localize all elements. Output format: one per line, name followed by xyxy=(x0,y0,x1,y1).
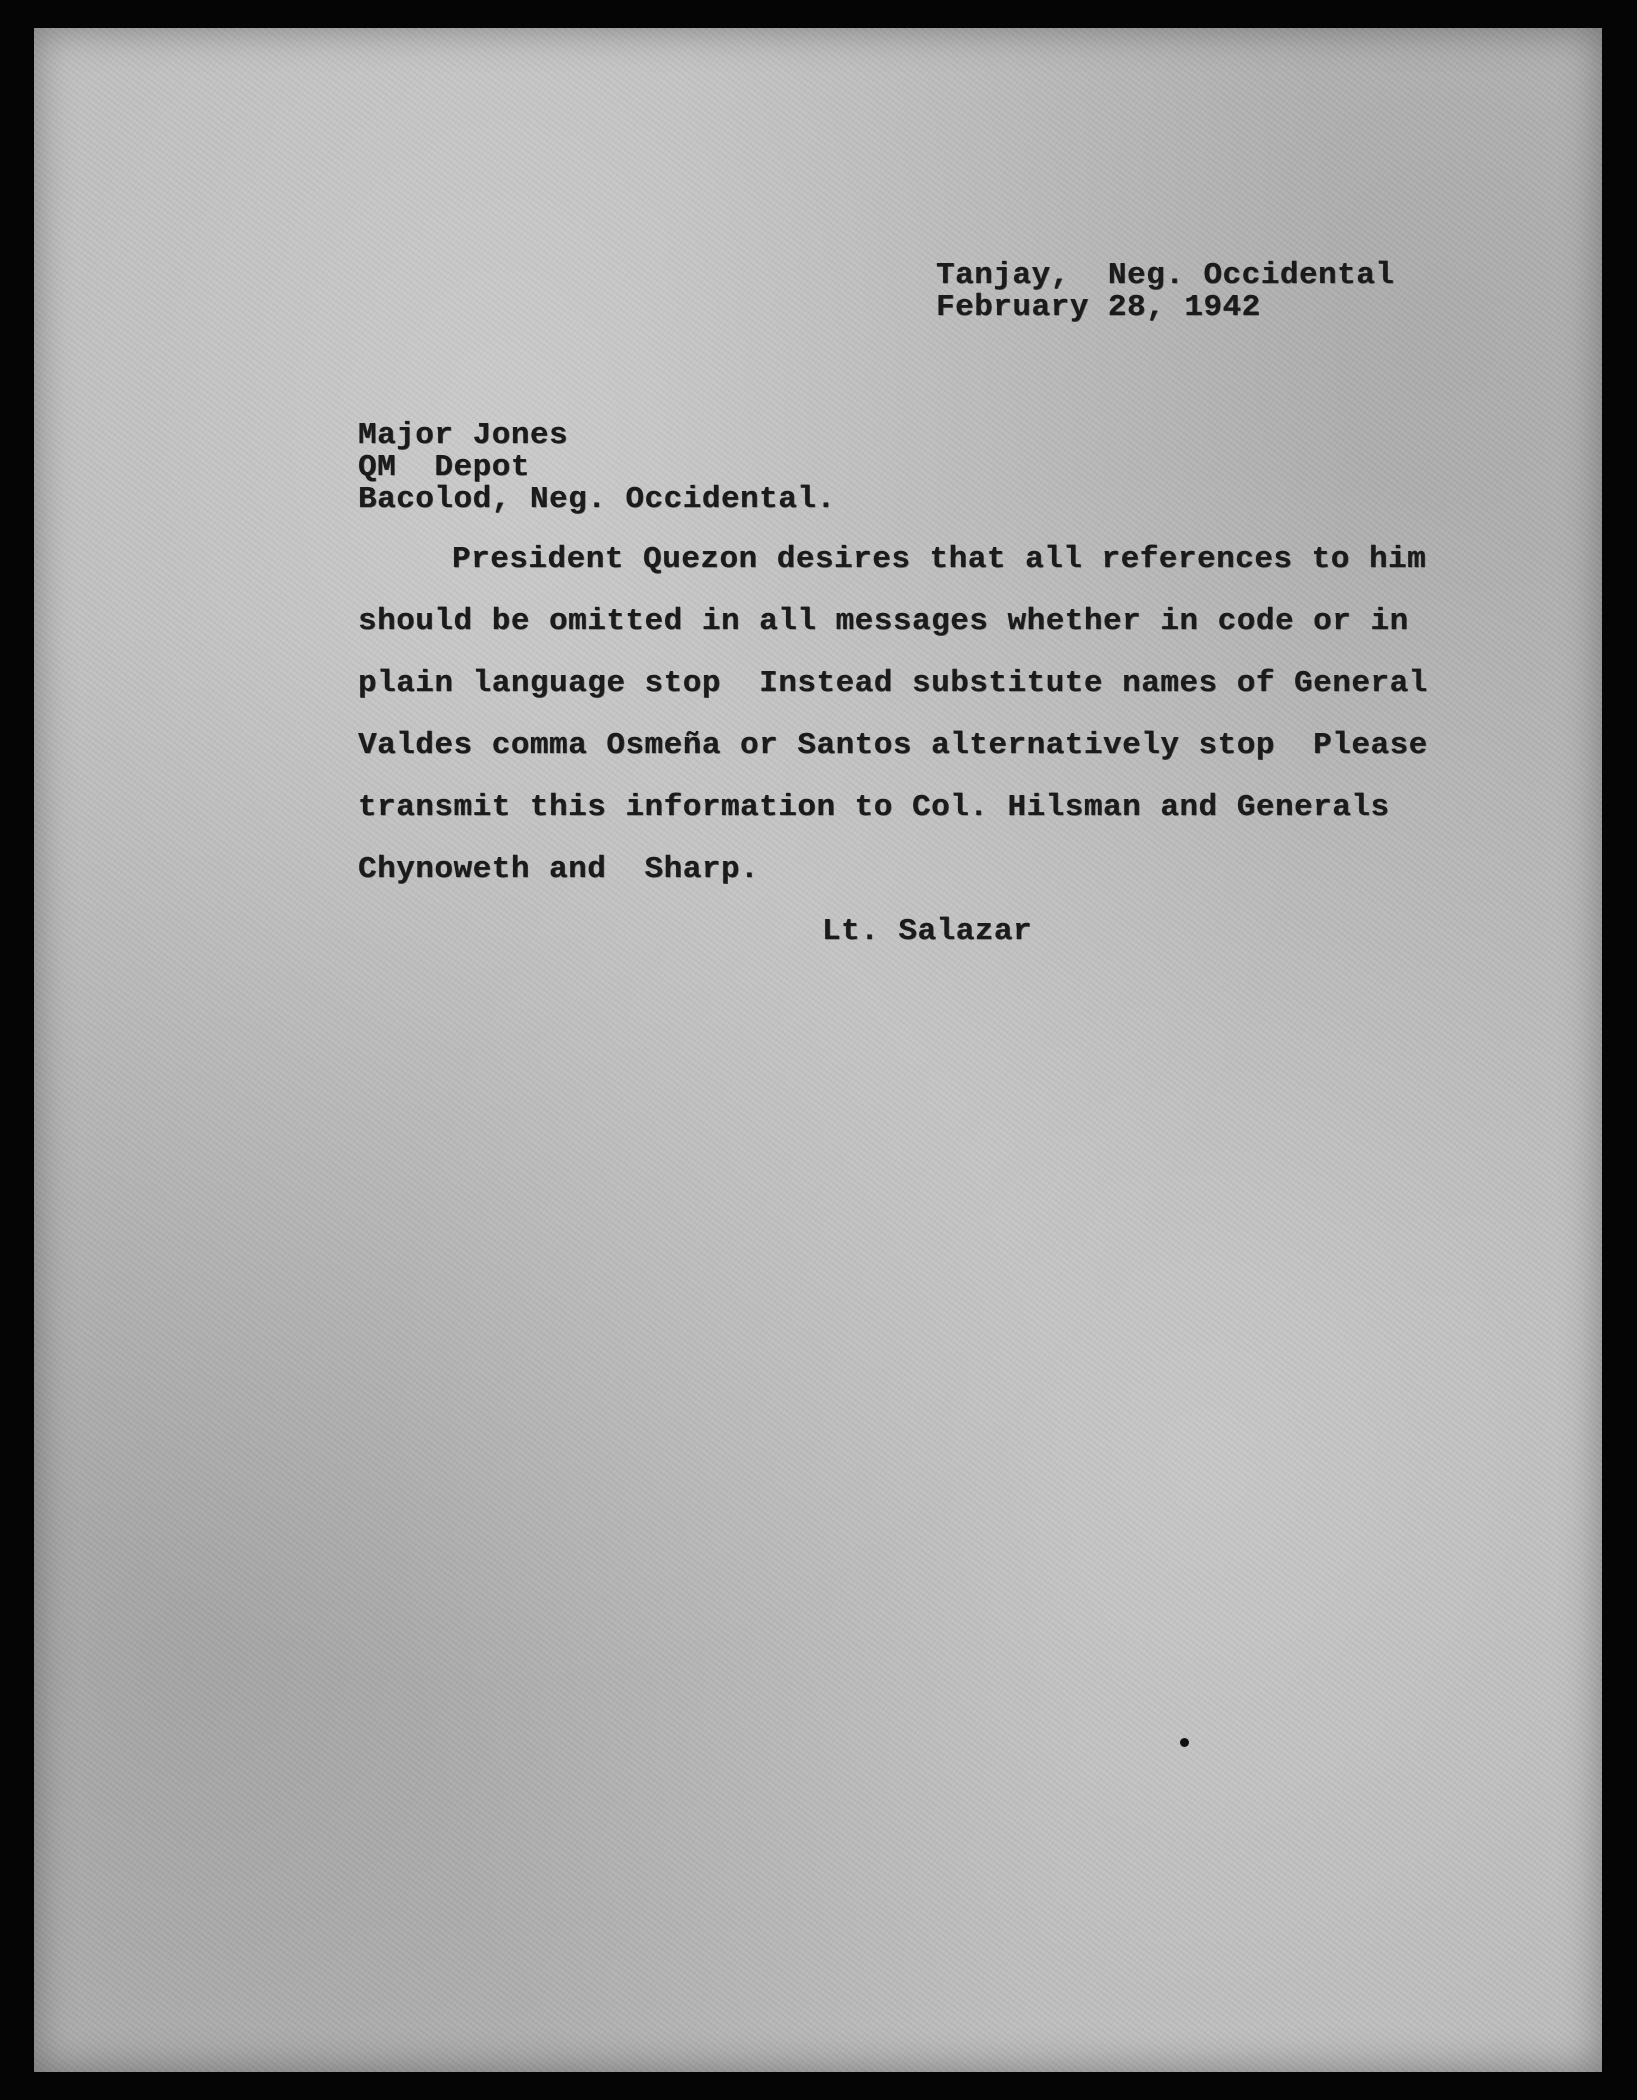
signature: Lt. Salazar xyxy=(822,914,1033,949)
body-line: President Quezon desires that all references to him xyxy=(452,542,1427,577)
body-line: should be omitted in all messages whether in code or in xyxy=(358,604,1409,639)
recipient-location: Bacolod, Neg. Occidental. xyxy=(358,482,836,517)
recipient-unit: QM Depot xyxy=(358,450,530,485)
recipient-name: Major Jones xyxy=(358,418,569,453)
letter-page xyxy=(34,28,1602,2072)
body-line: Chynoweth and Sharp. xyxy=(358,852,760,887)
letter-place: Tanjay, Neg. Occidental xyxy=(936,258,1395,293)
body-line: transmit this information to Col. Hilsman and Generals xyxy=(358,790,1390,825)
ink-speck xyxy=(1180,1738,1189,1747)
body-line: Valdes comma Osmeña or Santos alternatively stop Please xyxy=(358,728,1428,763)
body-line: plain language stop Instead substitute names of General xyxy=(358,666,1428,701)
letter-date: February 28, 1942 xyxy=(936,290,1261,325)
